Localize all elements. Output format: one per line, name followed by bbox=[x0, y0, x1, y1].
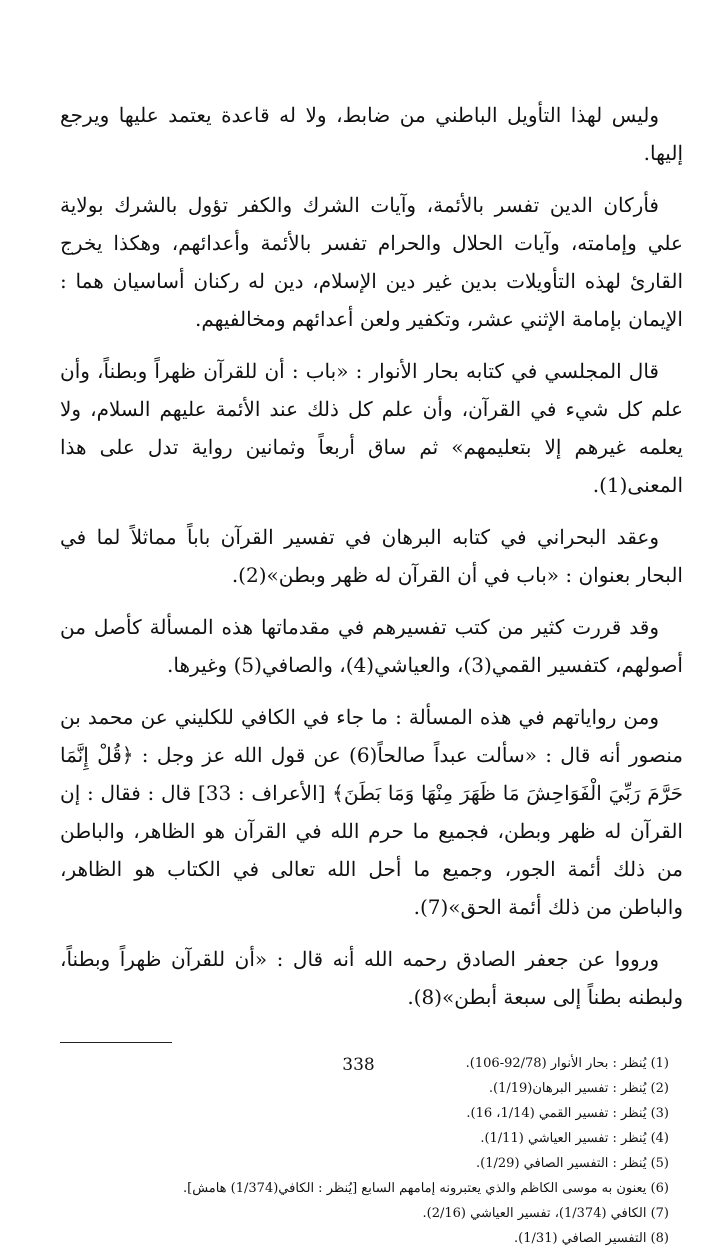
paragraph-2: فأركان الدين تفسر بالأئمة، وآيات الشرك والكفر تؤول بالشرك بولاية علي وإمامته، وآيات الحلال والحرام تفسر بالأئمة وأعدائهم، وهكذا يخرج القارئ لهذه التأويلات بدين غير دين الإسلام، دين له ركنان أساسيان هما : الإيمان بإمامة الإثني عشر، وتكفير ولعن أعدائهم ومخالفيهم. bbox=[60, 193, 683, 331]
footnotes bbox=[60, 1051, 683, 1251]
paragraph-4: وعقد البحراني في كتابه البرهان في تفسير القرآن باباً مماثلاً لما في البحار بعنوان : «باب في أن القرآن له ظهر وبطن»(2). bbox=[60, 525, 683, 587]
paragraph-6: ومن رواياتهم في هذه المسألة : ما جاء في الكافي للكليني عن محمد بن منصور أنه قال : «سألت عبداً صالحاً(6) عن قول الله عز وجل : ﴿قُلْ إِنَّمَا حَرَّمَ رَبِّيَ الْفَوَاحِشَ مَا ظَهَرَ مِنْهَا وَمَا بَطَنَ﴾ [الأعراف : 33] قال : فقال : إن القرآن له ظهر وبطن، فجميع ما حرم الله في القرآن هو الظاهر، والباطن من ذلك أئمة الجور، وجميع ما أحل الله تعالى في الكتاب هو الظاهر، والباطن من ذلك أئمة الحق»(7). bbox=[60, 705, 683, 919]
footnote-2: (2) يُنظر : تفسير البرهان(1/19). bbox=[488, 1081, 669, 1096]
footnote-3: (3) يُنظر : تفسير القمي (1/14، 16). bbox=[466, 1106, 669, 1121]
footnote-4: (4) يُنظر : تفسير العياشي (1/11). bbox=[480, 1131, 669, 1146]
paragraph-5: وقد قررت كثير من كتب تفسيرهم في مقدماتها هذه المسألة كأصل من أصولهم، كتفسير القمي(3)، والعياشي(4)، والصافي(5) وغيرها. bbox=[60, 615, 683, 677]
paragraph-7: ورووا عن جعفر الصادق رحمه الله أنه قال : «أن للقرآن ظهراً وبطناً، ولبطنه بطناً إلى سبعة أبطن»(8). bbox=[60, 947, 683, 1009]
footnote-divider bbox=[60, 1042, 172, 1043]
page-number: 338 bbox=[342, 1055, 375, 1075]
footnote-5: (5) يُنظر : التفسير الصافي (1/29). bbox=[476, 1156, 669, 1171]
paragraph-1: وليس لهذا التأويل الباطني من ضابط، ولا له قاعدة يعتمد عليها ويرجع إليها. bbox=[60, 103, 683, 165]
main-text bbox=[60, 96, 683, 1016]
footnote-7: (7) الكافي (1/374)، تفسير العياشي (2/16). bbox=[422, 1206, 669, 1221]
footnote-6: (6) يعنون به موسى الكاظم والذي يعتبرونه إمامهم السابع [يُنظر : الكافي(1/374) هامش]. bbox=[182, 1181, 669, 1196]
footnote-1: (1) يُنظر : بحار الأنوار (92/78-106). bbox=[465, 1056, 669, 1071]
paragraph-3: قال المجلسي في كتابه بحار الأنوار : «باب : أن للقرآن ظهراً وبطناً، وأن علم كل شيء في القرآن، وأن علم كل ذلك عند الأئمة عليهم السلام، ولا يعلمه غيرهم إلا بتعليمهم» ثم ساق أربعاً وثمانين رواية تدل على هذا المعنى(1). bbox=[60, 359, 683, 497]
footnote-8: (8) التفسير الصافي (1/31). bbox=[514, 1231, 669, 1246]
